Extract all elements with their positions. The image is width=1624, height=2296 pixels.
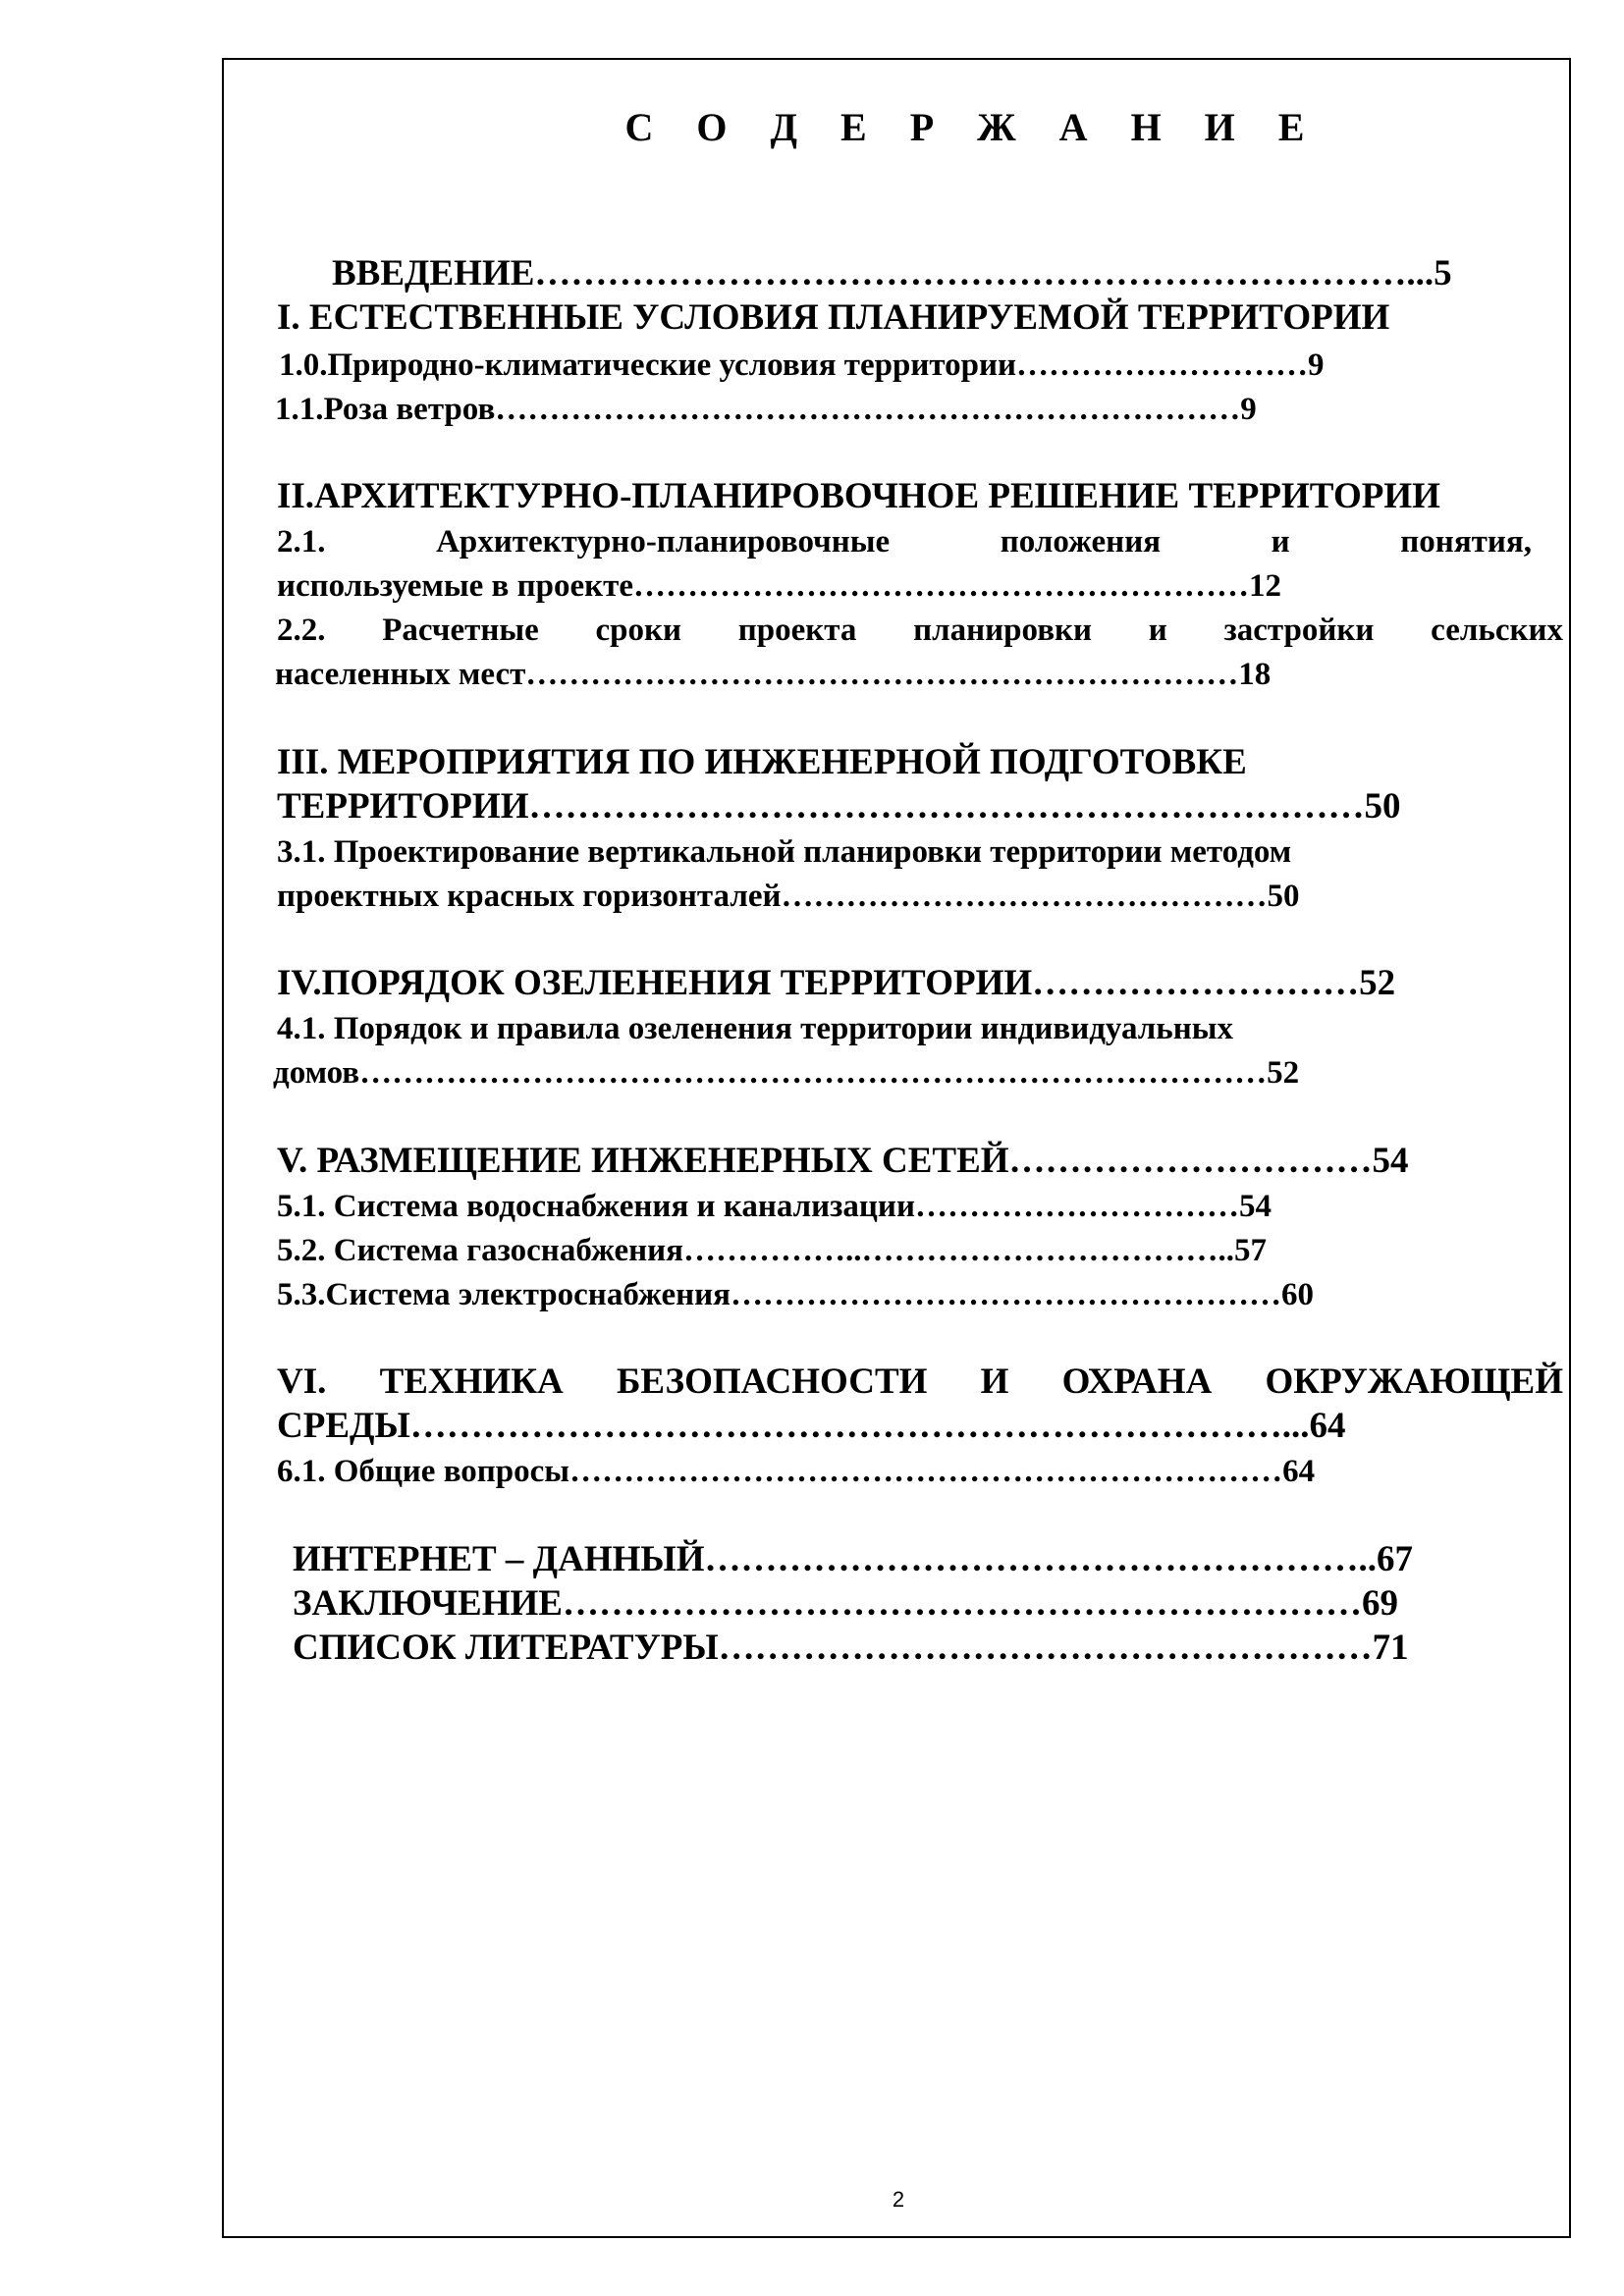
- document-title: С О Д Е Р Ж А Н И Е: [624, 105, 1322, 149]
- toc-entry-5-3[interactable]: 5.3.Система электроснабжения……………………………………………60: [277, 1277, 1315, 1312]
- page-number: 2: [892, 2187, 905, 2212]
- toc-entry-3-1-line-2[interactable]: проектных красных горизонталей………………………………………50: [277, 879, 1300, 914]
- toc-section-4-heading[interactable]: IV.ПОРЯДОК ОЗЕЛЕНЕНИЯ ТЕРРИТОРИИ………………………52: [277, 963, 1396, 1003]
- toc-entry-2-2-line-2[interactable]: населенных мест…………………………………………………………18: [275, 657, 1272, 692]
- toc-entry-1-1[interactable]: 1.1.Роза ветров……………………………………………………………9: [275, 392, 1257, 427]
- toc-entry-references[interactable]: СПИСОК ЛИТЕРАТУРЫ………………………………………………71: [293, 1628, 1409, 1668]
- toc-entry-conclusion[interactable]: ЗАКЛЮЧЕНИЕ…………………………………………………………69: [293, 1583, 1398, 1624]
- toc-entry-2-1-line-2[interactable]: используемые в проекте…………………………………………………12: [277, 568, 1281, 604]
- toc-entry-2-1-line-1[interactable]: 2.1. Архитектурно-планировочные положения и понятия,: [277, 524, 1532, 560]
- toc-section-5-heading[interactable]: V. РАЗМЕЩЕНИЕ ИНЖЕНЕРНЫХ СЕТЕЙ…………………………54: [277, 1141, 1409, 1181]
- toc-entry-4-1-line-1[interactable]: 4.1. Порядок и правила озеленения территории индивидуальных: [277, 1011, 1234, 1046]
- toc-section-2-heading[interactable]: II.АРХИТЕКТУРНО-ПЛАНИРОВОЧНОЕ РЕШЕНИЕ ТЕРРИТОРИИ: [277, 476, 1440, 516]
- toc-entry-introduction[interactable]: ВВЕДЕНИЕ………………………………………………………………...5: [332, 253, 1452, 294]
- toc-entry-6-1[interactable]: 6.1. Общие вопросы…………………………………………………………64: [277, 1454, 1316, 1489]
- toc-entry-2-2-line-1[interactable]: 2.2. Расчетные сроки проекта планировки и застройки сельских: [277, 613, 1563, 648]
- toc-section-1-heading[interactable]: I. ЕСТЕСТВЕННЫЕ УСЛОВИЯ ПЛАНИРУЕМОЙ ТЕРРИТОРИИ: [277, 297, 1390, 338]
- toc-section-3-heading-line-2[interactable]: ТЕРРИТОРИИ……………………………………………………………50: [277, 786, 1401, 827]
- toc-section-6-heading-line-2[interactable]: СРЕДЫ………………………………………………………………...64: [277, 1406, 1346, 1446]
- toc-entry-5-2[interactable]: 5.2. Система газоснабжения……………..……………………………..57: [277, 1233, 1268, 1268]
- toc-entry-3-1-line-1[interactable]: 3.1. Проектирование вертикальной планировки территории методом: [277, 834, 1292, 870]
- toc-section-6-heading-line-1[interactable]: VI. ТЕХНИКА БЕЗОПАСНОСТИ И ОХРАНА ОКРУЖАЮЩЕЙ: [277, 1362, 1563, 1402]
- toc-entry-1-0[interactable]: 1.0.Природно-климатические условия территории………………………9: [279, 347, 1325, 383]
- toc-section-3-heading-line-1[interactable]: III. МЕРОПРИЯТИЯ ПО ИНЖЕНЕРНОЙ ПОДГОТОВКЕ: [277, 742, 1247, 782]
- toc-entry-5-1[interactable]: 5.1. Система водоснабжения и канализации…………………………54: [277, 1189, 1272, 1224]
- toc-entry-4-1-line-2[interactable]: домов…………………………………………………………………………52: [273, 1055, 1300, 1091]
- toc-entry-internet-data[interactable]: ИНТЕРНЕТ – ДАННЫЙ………………………………………………..67: [293, 1539, 1414, 1579]
